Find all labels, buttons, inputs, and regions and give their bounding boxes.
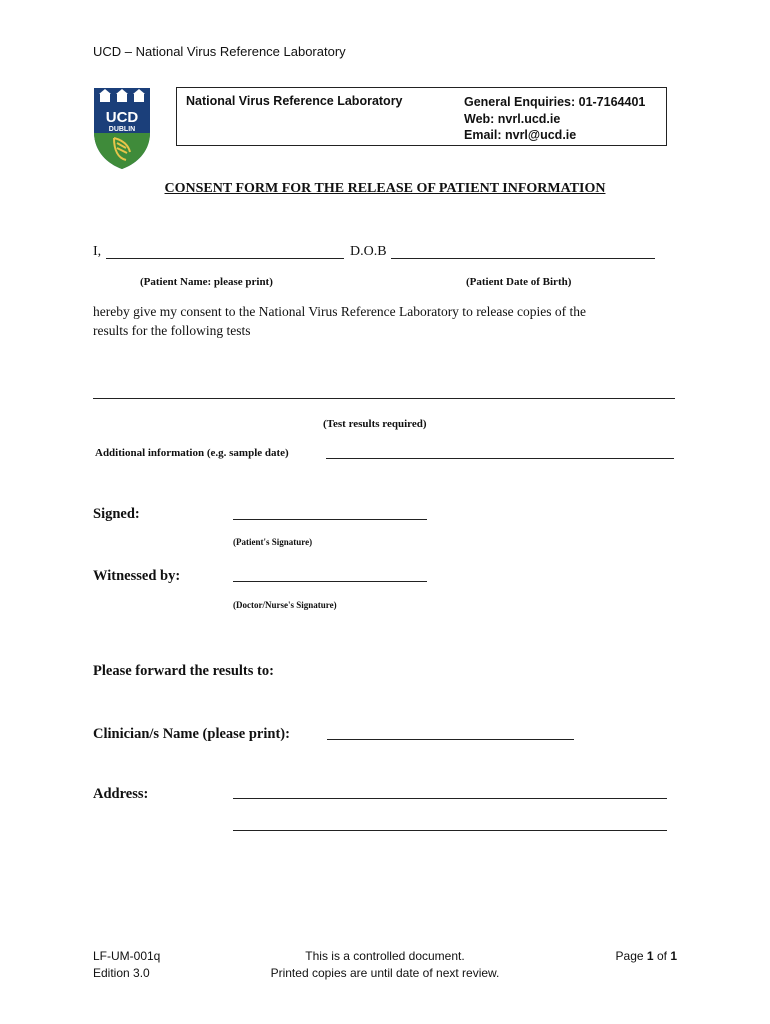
witness-signature-field[interactable] [233,581,427,582]
logo-subtext: DUBLIN [108,126,136,133]
page-prefix: Page [615,949,644,963]
enquiries-phone: General Enquiries: 01-7164401 [464,95,646,109]
web-address: Web: nvrl.ucd.ie [464,111,561,126]
page-total: 1 [670,949,677,963]
forward-results-label: Please forward the results to: [93,663,274,679]
consent-text-line-2: results for the following tests [93,323,251,338]
document-header: UCD – National Virus Reference Laboratory [93,44,346,59]
page-number [616,948,677,965]
patient-signature-field[interactable] [233,519,427,520]
clinician-name-label: Clinician/s Name (please print): [93,726,290,742]
witnessed-label: Witnessed by: [93,568,181,584]
clinician-name-field[interactable] [327,739,574,740]
lab-name: National Virus Reference Laboratory [186,94,403,108]
controlled-line-2: Printed copies are until date of next review. [270,966,500,980]
form-title: CONSENT FORM FOR THE RELEASE OF PATIENT INFORMATION [164,181,606,196]
i-label: I, [93,244,102,259]
tests-required-field[interactable] [93,398,675,399]
address-label: Address: [93,786,149,802]
controlled-line-1: This is a controlled document. [305,949,465,963]
ucd-logo [92,86,152,170]
page-of: of [656,949,667,963]
patient-signature-caption: (Patient's Signature) [233,537,313,547]
patient-dob-field[interactable] [391,258,655,259]
witness-signature-caption: (Doctor/Nurse's Signature) [233,600,337,610]
address-field-line-2[interactable] [233,830,667,831]
additional-info-label: Additional information (e.g. sample date) [95,447,289,459]
document-edition: Edition 3.0 [93,966,150,980]
address-field-line-1[interactable] [233,798,667,799]
contact-details [464,94,645,144]
lab-info-box [176,87,667,146]
logo-text: UCD [105,109,139,126]
patient-name-caption: (Patient Name: please print) [140,276,273,288]
dob-caption: (Patient Date of Birth) [466,276,572,288]
patient-name-field[interactable] [106,258,344,259]
page-current: 1 [646,949,654,963]
document-code: LF-UM-001q [93,949,161,963]
consent-text-line-1: hereby give my consent to the National Virus Reference Laboratory to release copies of the [93,304,587,319]
email-address: Email: nvrl@ucd.ie [464,128,577,142]
dob-label: D.O.B [350,244,387,259]
signed-label: Signed: [93,506,140,522]
tests-caption: (Test results required) [323,418,427,430]
ucd-crest-icon [92,86,152,170]
additional-info-field[interactable] [326,458,674,459]
